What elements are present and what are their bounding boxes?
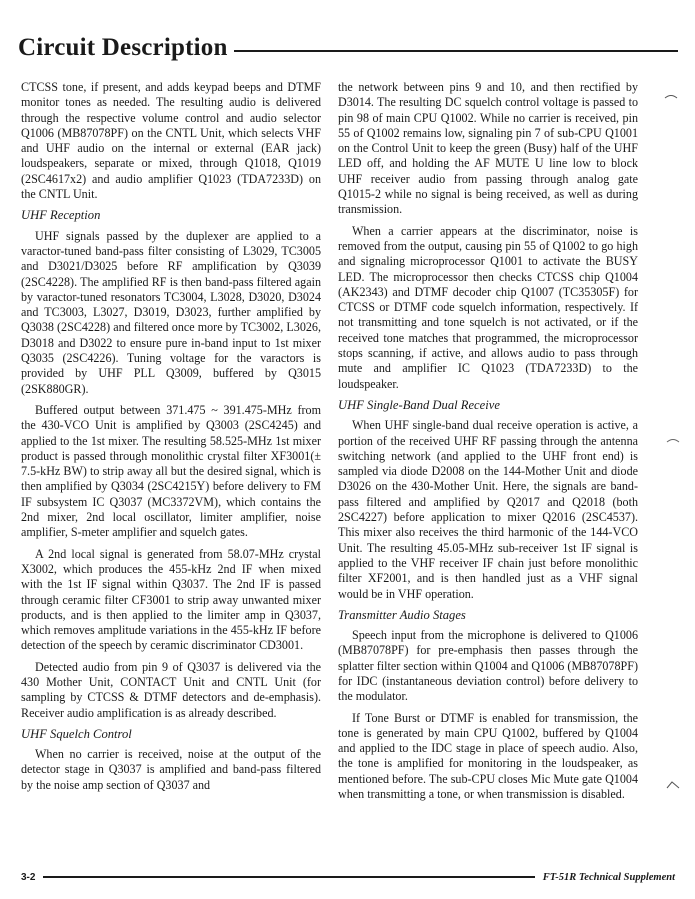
- page-number: 3-2: [21, 871, 36, 883]
- section-heading: UHF Squelch Control: [21, 726, 132, 741]
- paragraph: the network between pins 9 and 10, and then rectified by D3014. The resulting DC squelch control voltage is passed to pin 98 of main CPU Q1002. While no carrier is received, pin 55 of Q1002 remains low, signaling pin 7 of sub-CPU Q1001 on the Control Unit to keep the green (Busy) half of the UHF LED off, and holding the AF MUTE U line low to block UHF receiver audio from passing through analog gate Q1015-2 while no signal is being received, as well as during transmission.: [338, 80, 638, 217]
- document-title: FT-51R Technical Supplement: [542, 871, 675, 883]
- title-row: [18, 32, 678, 64]
- margin-mark: [666, 781, 680, 789]
- page-footer: [21, 868, 675, 886]
- paragraph: Buffered output between 371.475 ~ 391.475-MHz from the 430-VCO Unit is amplified by Q3003 (2SC4245) and applied to the 1st mixer. The resulting 58.525-MHz 1st mixer product is passed through monolithic crystal filter XF3001(± 7.5-kHz BW) to strip away all but the desired signal, which is then amplified by Q3034 (2SC4215Y) before delivery to FM IF subsystem IC Q3037 (MC3372VM), which contains the 2nd mixer, 2nd local oscillator, limiter amplifier, noise amplifier, S-meter amplifier and squelch gates.: [21, 402, 321, 540]
- paragraph: Speech input from the microphone is delivered to Q1006 (MB87078PF) for pre-emphasis then passes through the splatter filter section within Q1004 and Q1006 (MB87078PF) for IDC (instantaneous deviation control) before delivery to the modulator.: [338, 628, 638, 704]
- footer-rule: [43, 876, 534, 878]
- paragraph: When a carrier appears at the discriminator, noise is removed from the output, causing pin 55 of Q1002 to go high and signaling microprocessor Q1001 to activate the BUSY LED. The microprocessor then checks CTCSS chip Q1004 (AK2343) and DTMF decoder chip Q1007 (TC35305F) for CTCSS or DTMF code squelch information, respectively. If not transmitting and tone squelch is not activated, or if the received tone matches that programmed, the microprocessor stops scanning, if active, and allows audio to pass through mute and amplifier IC Q1023 (TDA7233D) to the loudspeaker.: [338, 223, 638, 391]
- paragraph: CTCSS tone, if present, and adds keypad beeps and DTMF monitor tones as needed. The resulting audio is delivered through the respective volume control and audio selector Q1006 (MB87078PF) on the CNTL Unit, which selects VHF and UHF audio on the internal or external (EAR jack) loudspeakers, separate or mixed, through Q1018, Q1019 (2SC4617x2) and audio amplifier Q1023 (TDA7233D) on the CNTL Unit.: [21, 80, 321, 202]
- paragraph: When UHF single-band dual receive operation is active, a portion of the received UHF RF passing through the antenna switching network (and applied to the UHF front end) is sampled via diode D2008 on the 144-Mother Unit and diode D3026 on the 430-Mother Unit. Here, the signals are band-pass filtered and amplified by Q2017 and Q2018 (both 2SC4227) before application to mixer Q2016 (2SC4537). This mixer also receives the third harmonic of the 144-VCO Unit. The resulting 45.05-MHz sub-receiver 1st IF signal is applied to the VHF receiver IF chain just before monolithic filter XF2001, and is then handled just as a VHF signal would be in VHF operation.: [338, 418, 638, 601]
- margin-mark: [666, 436, 680, 444]
- page-title: Circuit Description: [18, 34, 228, 61]
- left-column: [21, 80, 321, 799]
- right-column: [338, 80, 638, 808]
- paragraph: Detected audio from pin 9 of Q3037 is delivered via the 430 Mother Unit, CONTACT Unit and CNTL Unit (for sampling by CTCSS & DTMF detectors and de-emphasis). Receiver audio amplification is as already described.: [21, 659, 321, 720]
- section-heading: UHF Reception: [21, 208, 101, 223]
- paragraph: When no carrier is received, noise at the output of the detector stage in Q3037 is amplified and band-pass filtered by the noise amp section of Q3037 and: [21, 747, 321, 792]
- paragraph: A 2nd local signal is generated from 58.07-MHz crystal X3002, which produces the 455-kHz 2nd IF when mixed with the 1st IF signal within Q3037. The 2nd IF is passed through ceramic filter CF3001 to strip away unwanted mixer products, and is then applied to the limiter amp in Q3037, which removes amplitude variations in the 455-kHz IF before detection of the speech by ceramic discriminator CD3001.: [21, 546, 321, 653]
- section-heading: Transmitter Audio Stages: [338, 607, 466, 622]
- section-heading: UHF Single-Band Dual Receive: [338, 397, 500, 412]
- margin-mark: [664, 92, 678, 100]
- paragraph: UHF signals passed by the duplexer are applied to a varactor-tuned band-pass filter consisting of L3029, TC3005 and D3021/D3025 before RF amplification by Q3039 (2SC4228). The amplified RF is then band-pass filtered again by varactor-tuned resonators TC3004, L3028, D3020, D3024 and TC3003, L3027, D3019, D3023, further amplified by Q3038 (2SC4228) and filtered once more by TC3002, L3026, D3018 and D3022 to ensure pure in-band input to 1st mixer Q3035 (2SC4226). Tuning voltage for the varactors is provided by UHF PLL Q3009, buffered by Q3015 (2SK880GR).: [21, 228, 321, 396]
- paragraph: If Tone Burst or DTMF is enabled for transmission, the tone is generated by main CPU Q1002, buffered by Q1004 and applied to the IDC stage in place of speech audio. Also, the tone is amplified for monitoring in the loudspeaker, as mentioned before. The sub-CPU closes Mic Mute gate Q1004 when transmitting a tone, or when transmission is disabled.: [338, 710, 638, 802]
- title-rule: [234, 50, 678, 52]
